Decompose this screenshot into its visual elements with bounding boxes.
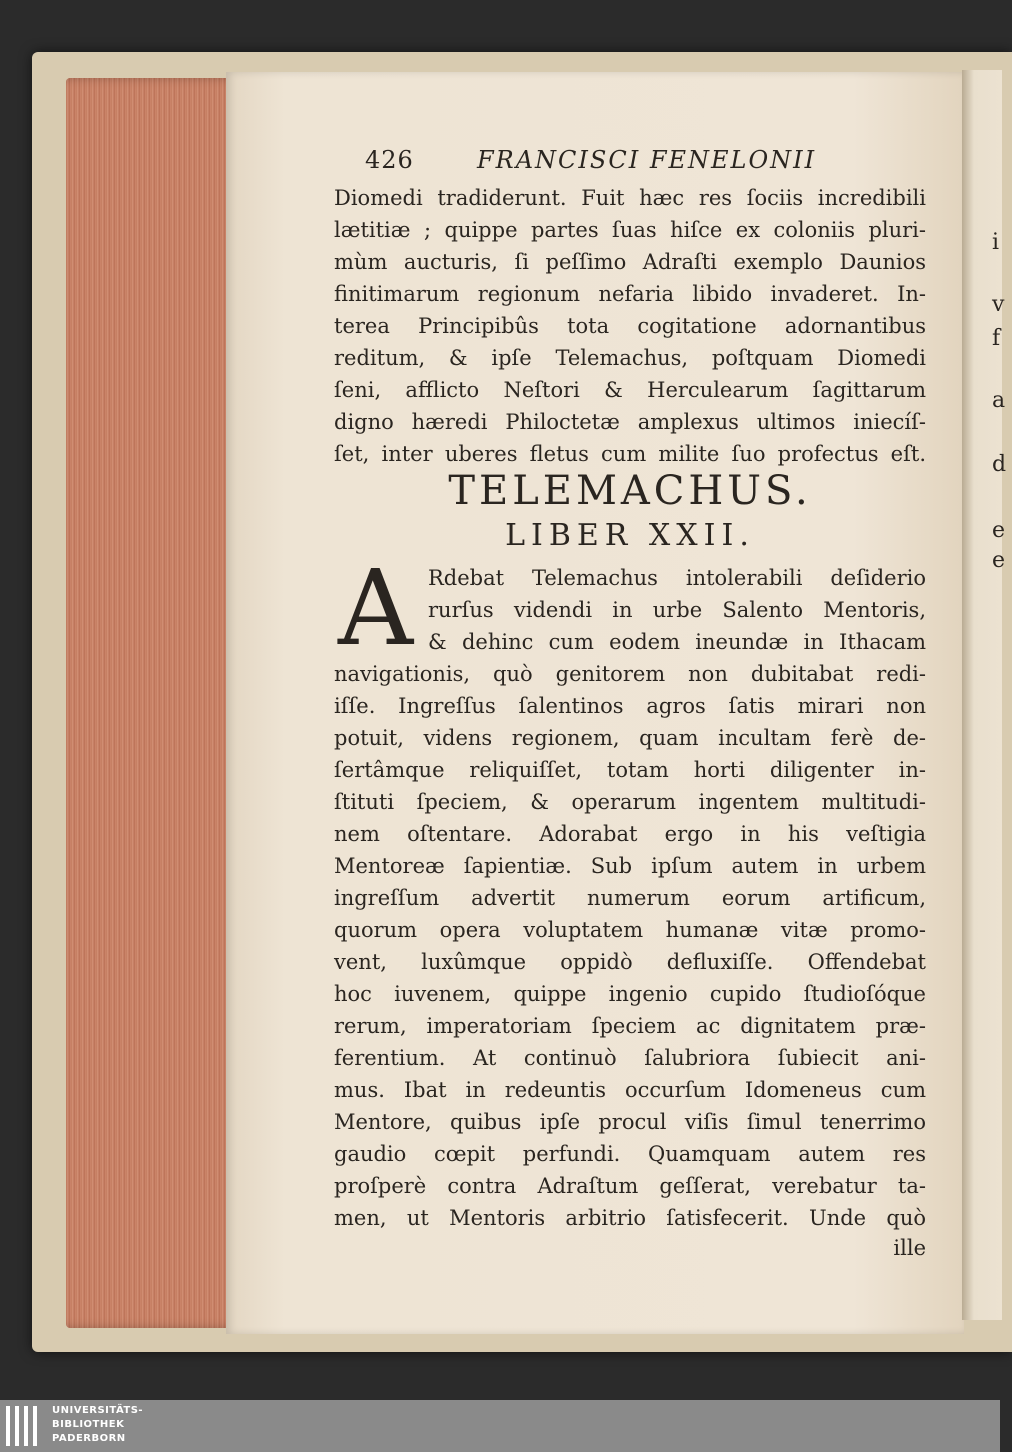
facing-page-fragment: d xyxy=(992,452,1007,477)
book-title: TELEMACHUS. xyxy=(448,468,812,514)
text-line: Diomedi tradiderunt. Fuit hæc res ſociis incredibili xyxy=(334,186,926,210)
book-subtitle: LIBER XXII. xyxy=(505,518,755,553)
text-line: mùm aucturis, ſi peſſimo Adraſti exemplo Daunios xyxy=(334,250,926,274)
facing-page-fragment: e xyxy=(992,548,1006,573)
text-line: Mentore, quibus ipſe procul viſis ſimul tenerrimo xyxy=(334,1110,926,1134)
facing-page-fragment: f xyxy=(992,326,1001,351)
library-name-line: UNIVERSITÄTS- xyxy=(52,1405,144,1416)
text-line: finitimarum regionum nefaria libido invaderet. In- xyxy=(334,282,926,306)
text-line: vent, luxûmque oppidò defluxiſſe. Offendebat xyxy=(334,950,926,974)
page-number: 426 xyxy=(365,146,414,174)
text-line: ſeni, afflicto Neſtori & Herculearum ſagittarum xyxy=(334,378,926,402)
facing-page-fragment: v xyxy=(992,292,1005,317)
text-line: nem oſtentare. Adorabat ergo in his veſtigia xyxy=(334,822,926,846)
text-line: ſet, inter uberes fletus cum milite ſuo profectus eſt. xyxy=(334,442,926,466)
text-line: digno hæredi Philoctetæ amplexus ultimos iniecíſ- xyxy=(334,410,926,434)
text-line: Mentoreæ ſapientiæ. Sub ipſum autem in urbem xyxy=(334,854,926,878)
text-line: ſtituti ſpeciem, & operarum ingentem multitudi- xyxy=(334,790,926,814)
text-line: proſperè contra Adraſtum geſſerat, verebatur ta- xyxy=(334,1174,926,1198)
facing-page-fragment: e xyxy=(992,518,1006,543)
text-line: potuit, videns regionem, quam incultam ferè de- xyxy=(334,726,926,750)
drop-cap: A xyxy=(338,547,414,669)
text-line: navigationis, quò genitorem non dubitabat redi- xyxy=(334,662,926,686)
running-head: FRANCISCI FENELONII xyxy=(477,146,817,174)
text-line: ingreſſum advertit numerum eorum artificum, xyxy=(334,886,926,910)
text-line: terea Principibûs tota cogitatione adornantibus xyxy=(334,314,926,338)
library-name xyxy=(52,1404,143,1446)
page-edges xyxy=(66,78,242,1328)
text-line: Rdebat Telemachus intolerabili deſiderio xyxy=(428,566,926,590)
library-footer xyxy=(0,1400,1000,1452)
library-name-line: BIBLIOTHEK xyxy=(52,1419,125,1430)
text-line: ferentium. At continuò ſalubriora ſubiecit ani- xyxy=(334,1046,926,1070)
text-line: rerum, imperatoriam ſpeciem ac dignitatem præ- xyxy=(334,1014,926,1038)
text-line: men, ut Mentoris arbitrio ſatisfecerit. Unde quò xyxy=(334,1206,926,1230)
text-line: reditum, & ipſe Telemachus, poſtquam Diomedi xyxy=(334,346,926,370)
facing-page-edge xyxy=(962,70,1007,1320)
library-logo-icon xyxy=(6,1406,44,1446)
text-line: quorum opera voluptatem humanæ vitæ promo- xyxy=(334,918,926,942)
text-line: rurſus videndi in urbe Salento Mentoris, xyxy=(428,598,926,622)
text-line: & dehinc cum eodem ineundæ in Ithacam xyxy=(428,630,926,654)
text-line: hoc iuvenem, quippe ingenio cupido ſtudioſóque xyxy=(334,982,926,1006)
text-line: iſſe. Ingreſſus ſalentinos agros ſatis mirari non xyxy=(334,694,926,718)
page-header xyxy=(365,146,925,180)
text-line: ſertâmque reliquiſſet, totam horti diligenter in- xyxy=(334,758,926,782)
facing-page-fragment: a xyxy=(992,388,1006,413)
library-name-line: PADERBORN xyxy=(52,1433,126,1444)
text-line: mus. Ibat in redeuntis occurſum Idomeneus cum xyxy=(334,1078,926,1102)
catchword: ille xyxy=(893,1236,926,1260)
text-line: gaudio cœpit perfundi. Quamquam autem res xyxy=(334,1142,926,1166)
facing-page-fragment: i xyxy=(992,230,1000,255)
text-line: lætitiæ ; quippe partes ſuas hiſce ex coloniis pluri- xyxy=(334,218,926,242)
